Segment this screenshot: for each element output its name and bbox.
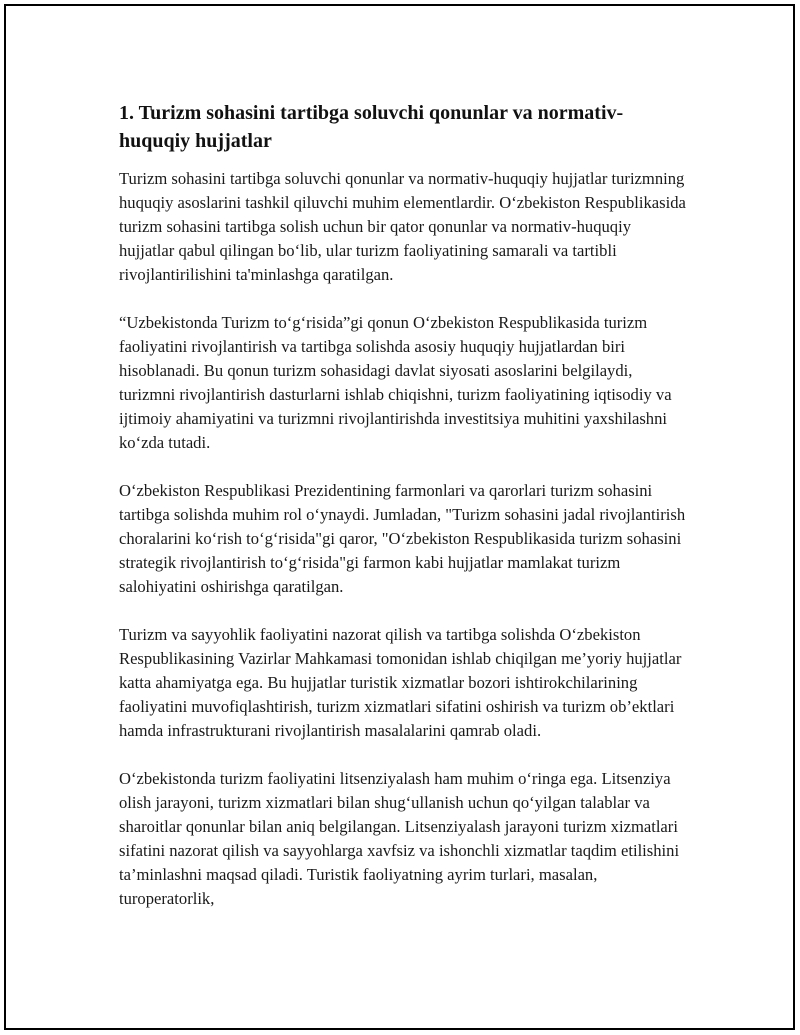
paragraph-presidential-decrees: O‘zbekiston Respublikasi Prezidentining farmonlari va qarorlari turizm sohasini tartibga solishda muhim rol o‘ynaydi. Jumladan, "Turizm sohasini jadal rivojlantirish choralarini ko‘rish to‘g‘risida"gi qaror, "O‘zbekiston Respublikasida turizm sohasini strategik rivojlantirish to‘g‘risida"gi farmon kabi hujjatlar mamlakat turizm salohiyatini oshirishga qaratilgan. [119,481,686,596]
document-body [119,99,687,935]
paragraph-intro: Turizm sohasini tartibga soluvchi qonunlar va normativ-huquqiy hujjatlar turizmning huquqiy asoslarini tashkil qiluvchi muhim elementlardir. O‘zbekiston Respublikasida turizm sohasini tartibga solish uchun bir qator qonunlar va normativ-huquqiy hujjatlar qabul qilingan bo‘lib, ular turizm faoliyatining samarali va tartibli rivojlantirilishini ta'minlashga qaratilgan. [119,169,686,284]
document-page [4,4,795,1030]
paragraph-licensing: O‘zbekistonda turizm faoliyatini litsenziyalash ham muhim o‘ringa ega. Litsenziya olish jarayoni, turizm xizmatlari bilan shug‘ullanish uchun qo‘yilgan talablar va sharoitlar qonunlar bilan aniq belgilangan. Litsenziyalash jarayoni turizm xizmatlari sifatini nazorat qilish va sayyohlarga xavfsiz va ishonchli xizmatlar taqdim etilishini ta’minlashni maqsad qiladi. Turistik faoliyatning ayrim turlari, masalan, turoperatorlik, [119,769,680,908]
paragraph-cabinet-regulations: Turizm va sayyohlik faoliyatini nazorat qilish va tartibga solishda O‘zbekiston Respublikasining Vazirlar Mahkamasi tomonidan ishlab chiqilgan me’yoriy hujjatlar katta ahamiyatga ega. Bu hujjatlar turistik xizmatlar bozori ishtirokchilarining faoliyatini muvofiqlashtirish, turizm xizmatlari sifatini oshirish va turizm ob’ektlari hamda infrastrukturani rivojlantirish masalalarini qamrab oladi. [119,625,682,740]
paragraph-tourism-law: “Uzbekistonda Turizm to‘g‘risida”gi qonun O‘zbekiston Respublikasida turizm faoliyatini rivojlantirish va tartibga solishda asosiy huquqiy hujjatlardan biri hisoblanadi. Bu qonun turizm sohasidagi davlat siyosati asoslarini belgilaydi, turizmni rivojlantirish dasturlarni ishlab chiqishni, turizm faoliyatining iqtisodiy va ijtimoiy ahamiyatini va turizmni rivojlantirishda investitsiya muhitini yaxshilashni ko‘zda tutadi. [119,313,672,452]
section-heading: 1. Turizm sohasini tartibga soluvchi qonunlar va normativ-huquqiy hujjatlar [119,102,624,152]
